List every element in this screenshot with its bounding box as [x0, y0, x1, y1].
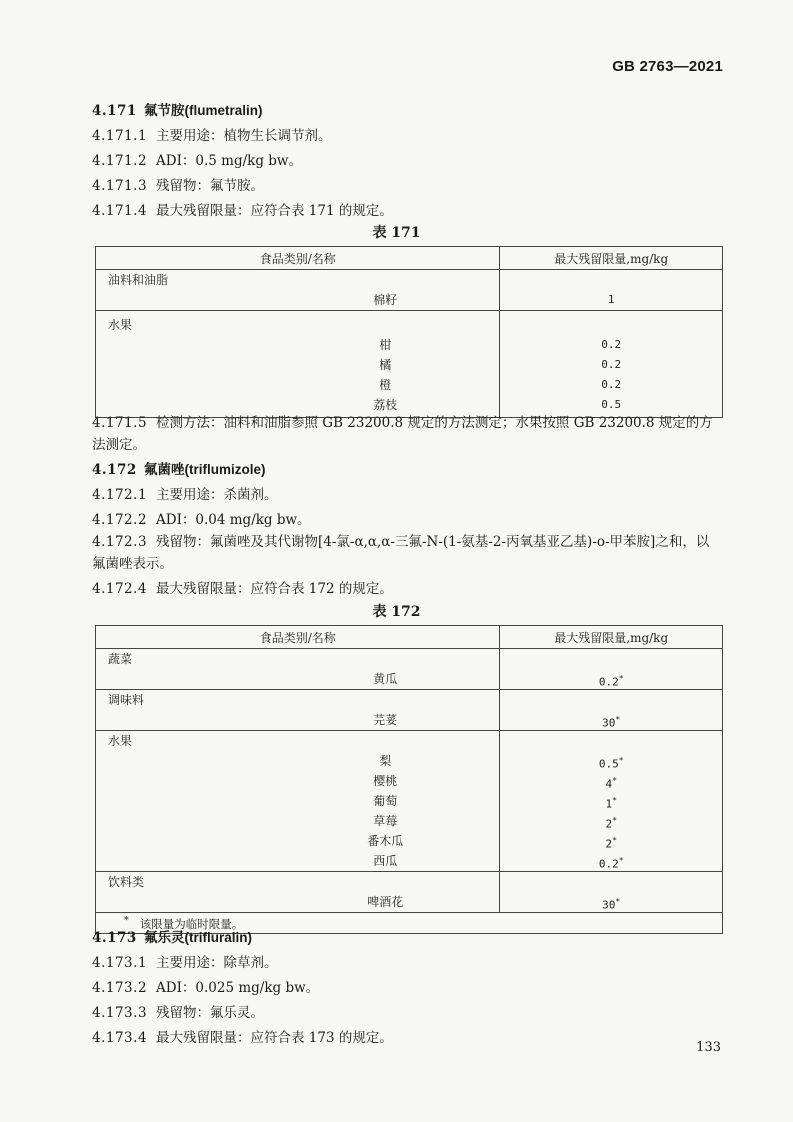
clause-text: 主要用途：杀菌剂。 [156, 487, 278, 503]
footnote-mark: * [124, 914, 129, 926]
clause-text: ADI：0.025 mg/kg bw。 [156, 980, 320, 996]
mrl-value-with-mark: 30* [602, 897, 621, 912]
category-cell [96, 311, 500, 418]
table-row [96, 872, 723, 913]
clause-4-172-3 [92, 531, 722, 575]
section-title: 氟菌唑 [144, 462, 185, 478]
food-item: 橘 [379, 358, 392, 372]
mrl-value-with-mark: 2* [605, 836, 617, 851]
column-header-mrl: 最大残留限量,mg/kg [500, 626, 723, 649]
table-row [96, 270, 723, 311]
table-row [96, 731, 723, 872]
section-latin-name: (triflumizole) [184, 462, 266, 477]
category-cell [96, 731, 500, 872]
table-header-row [96, 626, 723, 649]
clause-4-171-5 [92, 412, 722, 456]
value-cell [500, 649, 723, 690]
clause-4-173-3 [92, 1002, 723, 1024]
mrl-value: 0.2 [601, 378, 622, 391]
food-item: 葡萄 [373, 794, 398, 808]
footnote-text: 该限量为临时限量。 [139, 916, 244, 931]
category-cell [96, 270, 500, 311]
mrl-value-with-mark: 0.5* [598, 756, 624, 771]
clause-text: 主要用途：植物生长调节剂。 [156, 128, 332, 144]
value-cell [500, 690, 723, 731]
section-title: 氟乐灵 [144, 930, 185, 946]
section-latin-name: (trifluralin) [184, 930, 252, 945]
clause-text: 残留物：氟乐灵。 [156, 1005, 264, 1021]
mrl-value: 0.2 [601, 358, 622, 371]
table-171 [95, 246, 723, 418]
food-item: 啤酒花 [367, 895, 404, 909]
section-heading-4-171 [92, 100, 723, 122]
food-item: 柑 [379, 338, 392, 352]
page-number: 133 [696, 1040, 721, 1055]
clause-4-172-2 [92, 509, 723, 531]
table-171-title: 表 171 [372, 225, 421, 241]
clause-4-171-2 [92, 150, 723, 172]
column-header-food: 食品类别/名称 [96, 247, 500, 270]
clause-text: ADI：0.5 mg/kg bw。 [156, 153, 302, 169]
mrl-value-with-mark: 1* [605, 796, 617, 811]
column-header-food: 食品类别/名称 [96, 626, 500, 649]
clause-text: 残留物：氟菌唑及其代谢物[4-氯-α,α,α-三氟-N-(1-氨基-2-丙氧基亚乙基)-o-甲苯胺]之和，以氟菌唑表示。 [92, 534, 710, 572]
clause-number: 4.173.2 [92, 980, 148, 996]
category-name: 水果 [108, 318, 133, 332]
category-cell [96, 872, 500, 913]
clause-number: 4.172.2 [92, 512, 148, 528]
clause-number: 4.172.4 [92, 581, 148, 597]
clause-4-173-4 [92, 1027, 723, 1049]
section-heading-4-173 [92, 927, 723, 949]
value-cell [500, 311, 723, 418]
standard-code: GB 2763—2021 [612, 58, 723, 75]
section-number: 4.173 [92, 930, 137, 946]
clause-number: 4.172.1 [92, 487, 148, 503]
clause-text: 最大残留限量：应符合表 172 的规定。 [156, 581, 393, 597]
mrl-value: 0.5 [601, 398, 622, 411]
food-item: 西瓜 [373, 854, 398, 868]
table-row [96, 690, 723, 731]
clause-text: 最大残留限量：应符合表 173 的规定。 [156, 1030, 393, 1046]
food-item: 草莓 [373, 814, 398, 828]
value-cell [500, 731, 723, 872]
section-latin-name: (flumetralin) [184, 103, 263, 118]
mrl-value-with-mark: 0.2* [598, 856, 624, 871]
food-item: 番木瓜 [367, 834, 404, 848]
value-cell [500, 872, 723, 913]
column-header-mrl: 最大残留限量,mg/kg [500, 247, 723, 270]
mrl-value: 0.2 [601, 338, 622, 351]
clause-4-173-2 [92, 977, 723, 999]
clause-number: 4.171.2 [92, 153, 148, 169]
food-item: 芫荽 [373, 713, 398, 727]
clause-number: 4.171.1 [92, 128, 148, 144]
clause-number: 4.171.4 [92, 203, 148, 219]
category-cell [96, 690, 500, 731]
value-cell [500, 270, 723, 311]
food-item: 梨 [379, 754, 392, 768]
table-172 [95, 625, 723, 934]
mrl-value-with-mark: 30* [602, 715, 621, 730]
category-name: 水果 [108, 734, 133, 748]
section-number: 4.171 [92, 103, 137, 119]
food-item: 棉籽 [373, 293, 398, 307]
clause-4-171-1 [92, 125, 723, 147]
category-name: 调味料 [108, 693, 145, 707]
clause-4-171-3 [92, 175, 723, 197]
mrl-value-with-mark: 2* [605, 816, 617, 831]
clause-number: 4.173.1 [92, 955, 148, 971]
clause-number: 4.172.3 [92, 534, 148, 550]
clause-text: 残留物：氟节胺。 [156, 178, 264, 194]
clause-4-172-1 [92, 484, 723, 506]
category-cell [96, 649, 500, 690]
clause-number: 4.171.3 [92, 178, 148, 194]
section-number: 4.172 [92, 462, 137, 478]
clause-text: ADI：0.04 mg/kg bw。 [156, 512, 311, 528]
food-item: 荔枝 [373, 398, 398, 412]
food-item: 黄瓜 [373, 672, 398, 686]
clause-4-172-4 [92, 578, 723, 600]
clause-text: 检测方法：油料和油脂参照 GB 23200.8 规定的方法测定；水果按照 GB 23200.8 规定的方法测定。 [92, 415, 713, 453]
table-header-row [96, 247, 723, 270]
food-item: 橙 [379, 378, 392, 392]
category-name: 饮料类 [108, 875, 145, 889]
category-name: 蔬菜 [108, 652, 133, 666]
section-title: 氟节胺 [144, 103, 185, 119]
mrl-value-with-mark: 0.2* [598, 674, 624, 689]
clause-text: 最大残留限量：应符合表 171 的规定。 [156, 203, 393, 219]
clause-text: 主要用途：除草剂。 [156, 955, 278, 971]
clause-number: 4.171.5 [92, 415, 148, 431]
mrl-value-with-mark: 4* [605, 776, 617, 791]
clause-4-173-1 [92, 952, 723, 974]
food-item: 樱桃 [373, 774, 398, 788]
mrl-value: 1 [607, 293, 615, 306]
section-heading-4-172 [92, 459, 723, 481]
category-name: 油料和油脂 [108, 273, 169, 287]
table-row [96, 649, 723, 690]
clause-4-171-4 [92, 200, 723, 222]
clause-number: 4.173.4 [92, 1030, 148, 1046]
clause-number: 4.173.3 [92, 1005, 148, 1021]
table-172-title: 表 172 [372, 604, 421, 620]
table-row [96, 311, 723, 418]
